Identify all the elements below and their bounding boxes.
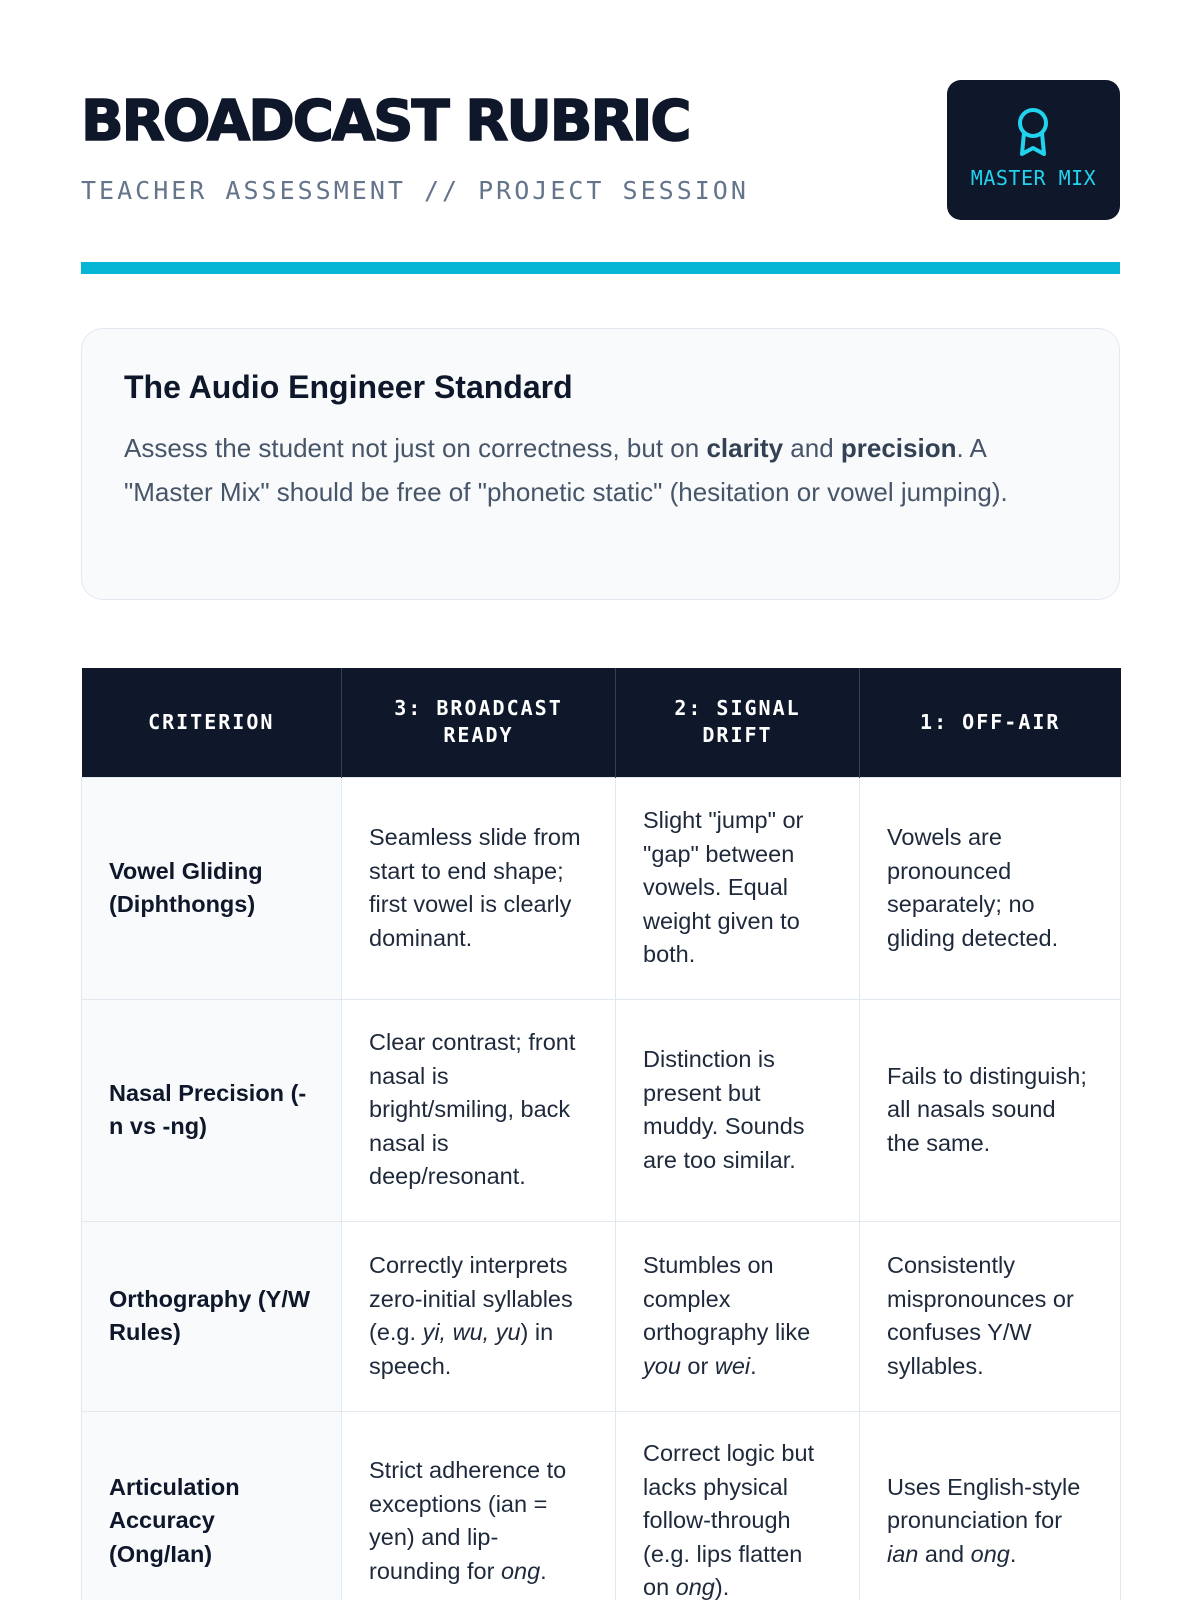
level-3-cell: Correctly interprets zero-initial syllables (e.g. yi, wu, yu) in speech. — [342, 1221, 616, 1411]
level-3-cell: Clear contrast; front nasal is bright/smiling, back nasal is deep/resonant. — [342, 999, 616, 1221]
standard-heading: The Audio Engineer Standard — [124, 369, 573, 405]
level-3-cell: Seamless slide from start to end shape; first vowel is clearly dominant. — [342, 777, 616, 999]
level-2-cell: Distinction is present but muddy. Sounds are too similar. — [616, 999, 860, 1221]
criterion-cell: Vowel Gliding (Diphthongs) — [82, 777, 342, 999]
badge-label: MASTER MIX — [970, 166, 1097, 190]
emphasis-clarity: clarity — [706, 433, 784, 463]
header — [81, 80, 1120, 220]
table-row — [82, 1411, 1121, 1600]
level-1-cell: Uses English-style pronunciation for ian and ong. — [860, 1411, 1121, 1600]
level-1-cell: Vowels are pronounced separately; no gliding detected. — [860, 777, 1121, 999]
header-criterion: CRITERION — [82, 668, 342, 777]
criterion-cell: Nasal Precision (-n vs -ng) — [82, 999, 342, 1221]
table-row — [82, 1221, 1121, 1411]
table-header-row — [82, 668, 1121, 777]
master-mix-badge — [947, 80, 1120, 220]
page-title: BROADCAST RUBRIC — [81, 89, 690, 154]
emphasis-precision: precision — [840, 433, 957, 463]
level-2-cell: Slight "jump" or "gap" between vowels. Equal weight given to both. — [616, 777, 860, 999]
accent-divider — [81, 262, 1120, 274]
standard-callout — [81, 328, 1120, 600]
header-level-3: 3: BROADCAST READY — [342, 668, 616, 777]
criterion-cell: Articulation Accuracy (Ong/Ian) — [82, 1411, 342, 1600]
header-level-1: 1: OFF-AIR — [860, 668, 1121, 777]
standard-description: Assess the student not just on correctness, but on clarity and precision. A "Master Mix" should be free of "phonetic static" (hesitation or vowel jumping). — [124, 433, 1008, 507]
table-row — [82, 999, 1121, 1221]
level-1-cell: Fails to distinguish; all nasals sound the same. — [860, 999, 1121, 1221]
level-3-cell: Strict adherence to exceptions (ian = yen) and lip-rounding for ong. — [342, 1411, 616, 1600]
level-2-cell: Correct logic but lacks physical follow-through (e.g. lips flatten on ong). — [616, 1411, 860, 1600]
rubric-table — [81, 668, 1121, 1600]
page-subtitle: TEACHER ASSESSMENT // PROJECT SESSION — [81, 176, 749, 205]
header-level-2: 2: SIGNAL DRIFT — [616, 668, 860, 777]
criterion-cell: Orthography (Y/W Rules) — [82, 1221, 342, 1411]
level-1-cell: Consistently mispronounces or confuses Y/W syllables. — [860, 1221, 1121, 1411]
award-ribbon-icon — [1014, 106, 1052, 158]
table-row — [82, 777, 1121, 999]
level-2-cell: Stumbles on complex orthography like you or wei. — [616, 1221, 860, 1411]
